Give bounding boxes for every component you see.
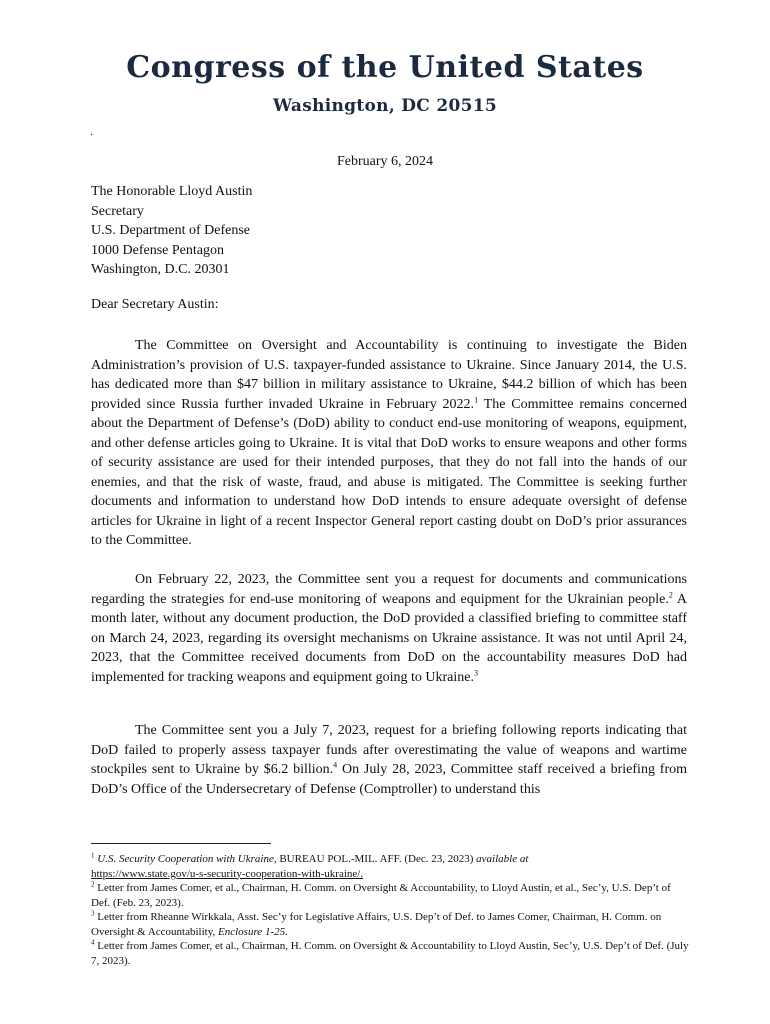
body-paragraph-1 <box>91 336 687 551</box>
footnote-1-title: U.S. Security Cooperation with Ukraine, <box>97 853 277 865</box>
footnote-3-number: 3 <box>91 909 95 918</box>
letterhead-city: Washington, DC 20515 <box>273 96 497 116</box>
footnote-2-text: Letter from James Comer, et al., Chairman, H. Comm. on Oversight & Accountability, to Lloyd Austin, et al., Sec’y, U.S. Dep’t of Def. (Feb. 23, 2023). <box>91 882 671 909</box>
footnote-ref-3: 3 <box>473 667 478 677</box>
body-paragraph-3 <box>91 721 687 799</box>
paragraph-2-text-b: A month later, without any document production, the DoD provided a classified briefing to committee staff on March 24, 2023, regarding its oversight mechanisms on Ukraine assistance. It was not until April 24, 2023, that the Committee received documents from DoD on the accountability measures DoD had implemented for tracking weapons and equipment going to Ukraine. <box>91 591 687 685</box>
footnotes <box>91 852 691 968</box>
paragraph-3-text-a: The Committee sent you a July 7, 2023, request for a briefing following reports indicating that DoD failed to properly assess taxpayer funds after overestimating the value of weapons and wartime stockpiles sent to Ukraine by $6.2 billion. <box>91 723 687 777</box>
footnote-4-text: Letter from James Comer, et al., Chairman, H. Comm. on Oversight & Accountability to Lloyd Austin, Sec’y, U.S. Dep’t of Def. (July 7, 2023). <box>91 940 689 967</box>
body-paragraph-2 <box>91 570 687 687</box>
paragraph-3-text-b: On July 28, 2023, Committee staff received a briefing from DoD’s Office of the Undersecretary of Defense (Comptroller) to understand this <box>91 762 687 797</box>
recipient-address <box>91 182 252 280</box>
paragraph-2-text-a: On February 22, 2023, the Committee sent you a request for documents and communications regarding the strategies for end-use monitoring of weapons and equipment for the Ukrainian people. <box>91 572 687 607</box>
footnote-1-link[interactable]: https://www.state.gov/u-s-security-cooperation-with-ukraine/. <box>91 867 364 880</box>
footnote-ref-1: 1 <box>474 394 479 404</box>
recipient-title: Secretary <box>91 203 144 219</box>
footnote-1 <box>91 852 691 881</box>
footnote-3 <box>91 910 691 939</box>
letterhead-title: Congress of the United States <box>126 50 644 85</box>
paragraph-1-text-a: The Committee on Oversight and Accountability is continuing to investigate the Biden Administration’s provision of U.S. taxpayer-funded assistance to Ukraine. Since January 2014, the U.S. has dedicated more than $47 billion in military assistance to Ukraine, $44.2 billion of which has been provided since Russia further invaded Ukraine in February 2022. <box>91 338 687 412</box>
letter-date: February 6, 2024 <box>336 154 434 169</box>
footnote-divider <box>91 843 271 844</box>
recipient-street: 1000 Defense Pentagon <box>91 242 224 258</box>
salutation: Dear Secretary Austin: <box>91 297 219 312</box>
recipient-department: U.S. Department of Defense <box>91 223 251 238</box>
footnote-4 <box>91 939 691 968</box>
footnote-1-text: BUREAU POL.-MIL. AFF. (Dec. 23, 2023) <box>276 853 477 865</box>
footnote-3-enclosure: Enclosure 1-25. <box>218 925 288 938</box>
recipient-name: The Honorable Lloyd Austin <box>91 184 253 199</box>
footnote-1-number: 1 <box>91 851 95 860</box>
footnote-2 <box>91 881 691 910</box>
paragraph-1-text-b: The Committee remains concerned about the Department of Defense’s (DoD) ability to conduct end-use monitoring of weapons, equipment, and other defense articles going to Ukraine. It is vital that DoD works to ensure weapons and other forms of security assistance are used for their intended purposes, that they do not fall into the hands of our enemies, and that the risk of waste, fraud, and abuse is mitigated. The Committee is seeking further documents and information to understand how DoD intends to ensure adequate oversight of defense articles for Ukraine in light of a recent Inspector General report casting doubt on DoD’s prior assurances to the Committee. <box>91 396 688 548</box>
footnote-ref-2: 2 <box>668 589 673 599</box>
footnote-4-number: 4 <box>91 938 95 947</box>
footnote-ref-4: 4 <box>333 760 338 770</box>
stray-dot: . <box>90 124 93 138</box>
recipient-city: Washington, D.C. 20301 <box>91 262 230 277</box>
footnote-3-text: Letter from Rheanne Wirkkala, Asst. Sec’y for Legislative Affairs, U.S. Dep’t of Def. to James Comer, Chairman, H. Comm. on Oversight & Accountability, <box>91 911 662 938</box>
footnote-2-number: 2 <box>91 880 95 889</box>
footnote-1-available: available at <box>476 853 529 865</box>
